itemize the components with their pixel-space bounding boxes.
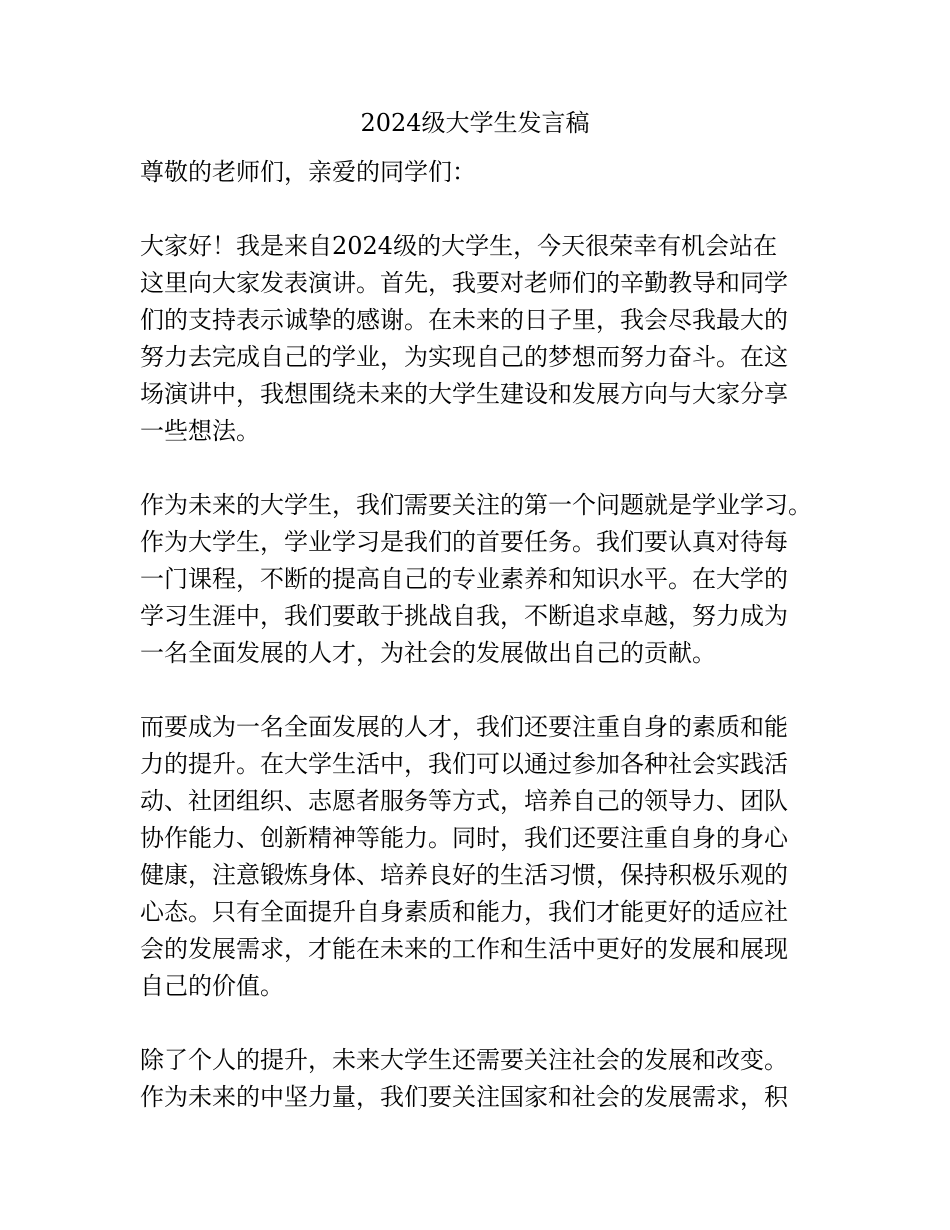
- document-title: 2024级大学生发言稿: [360, 109, 590, 137]
- text-line: 作为未来的大学生，我们需要关注的第一个问题就是学业学习。: [140, 491, 812, 519]
- text-line: 一门课程，不断的提高自己的专业素养和知识水平。在大学的: [140, 565, 788, 593]
- text-line: 场演讲中，我想围绕未来的大学生建设和发展方向与大家分享: [140, 380, 788, 408]
- paragraph-social-development: [140, 1042, 840, 1116]
- text-line: 作为大学生，学业学习是我们的首要任务。我们要认真对待每: [140, 528, 788, 556]
- paragraph-introduction: [140, 228, 840, 450]
- text-line: 努力去完成自己的学业，为实现自己的梦想而努力奋斗。在这: [140, 343, 788, 371]
- text-line: 动、社团组织、志愿者服务等方式，培养自己的领导力、团队: [140, 787, 788, 815]
- text-line: 作为未来的中坚力量，我们要关注国家和社会的发展需求，积: [140, 1083, 788, 1111]
- text-line: 而要成为一名全面发展的人才，我们还要注重自身的素质和能: [140, 713, 788, 741]
- paragraph-personal-growth: [140, 709, 840, 1005]
- text-line: 除了个人的提升，未来大学生还需要关注社会的发展和改变。: [140, 1046, 788, 1074]
- paragraph-salutation: [140, 154, 840, 191]
- text-line: 学习生涯中，我们要敢于挑战自我，不断追求卓越，努力成为: [140, 602, 788, 630]
- text-line: 自己的价值。: [140, 972, 284, 1000]
- text-line: 这里向大家发表演讲。首先，我要对老师们的辛勤教导和同学: [140, 269, 788, 297]
- text-line: 健康，注意锻炼身体、培养良好的生活习惯，保持积极乐观的: [140, 861, 788, 889]
- text-line: 大家好！我是来自2024级的大学生，今天很荣幸有机会站在: [140, 232, 778, 260]
- paragraph-academic-study: [140, 487, 840, 672]
- text-line: 尊敬的老师们，亲爱的同学们：: [140, 158, 476, 186]
- text-line: 一些想法。: [140, 417, 260, 445]
- text-line: 力的提升。在大学生活中，我们可以通过参加各种社会实践活: [140, 750, 788, 778]
- document-body: [140, 154, 840, 1153]
- text-line: 们的支持表示诚挚的感谢。在未来的日子里，我会尽我最大的: [140, 306, 788, 334]
- text-line: 会的发展需求，才能在未来的工作和生活中更好的发展和展现: [140, 935, 788, 963]
- text-line: 一名全面发展的人才，为社会的发展做出自己的贡献。: [140, 639, 716, 667]
- text-line: 协作能力、创新精神等能力。同时，我们还要注重自身的身心: [140, 824, 788, 852]
- text-line: 心态。只有全面提升自身素质和能力，我们才能更好的适应社: [140, 898, 788, 926]
